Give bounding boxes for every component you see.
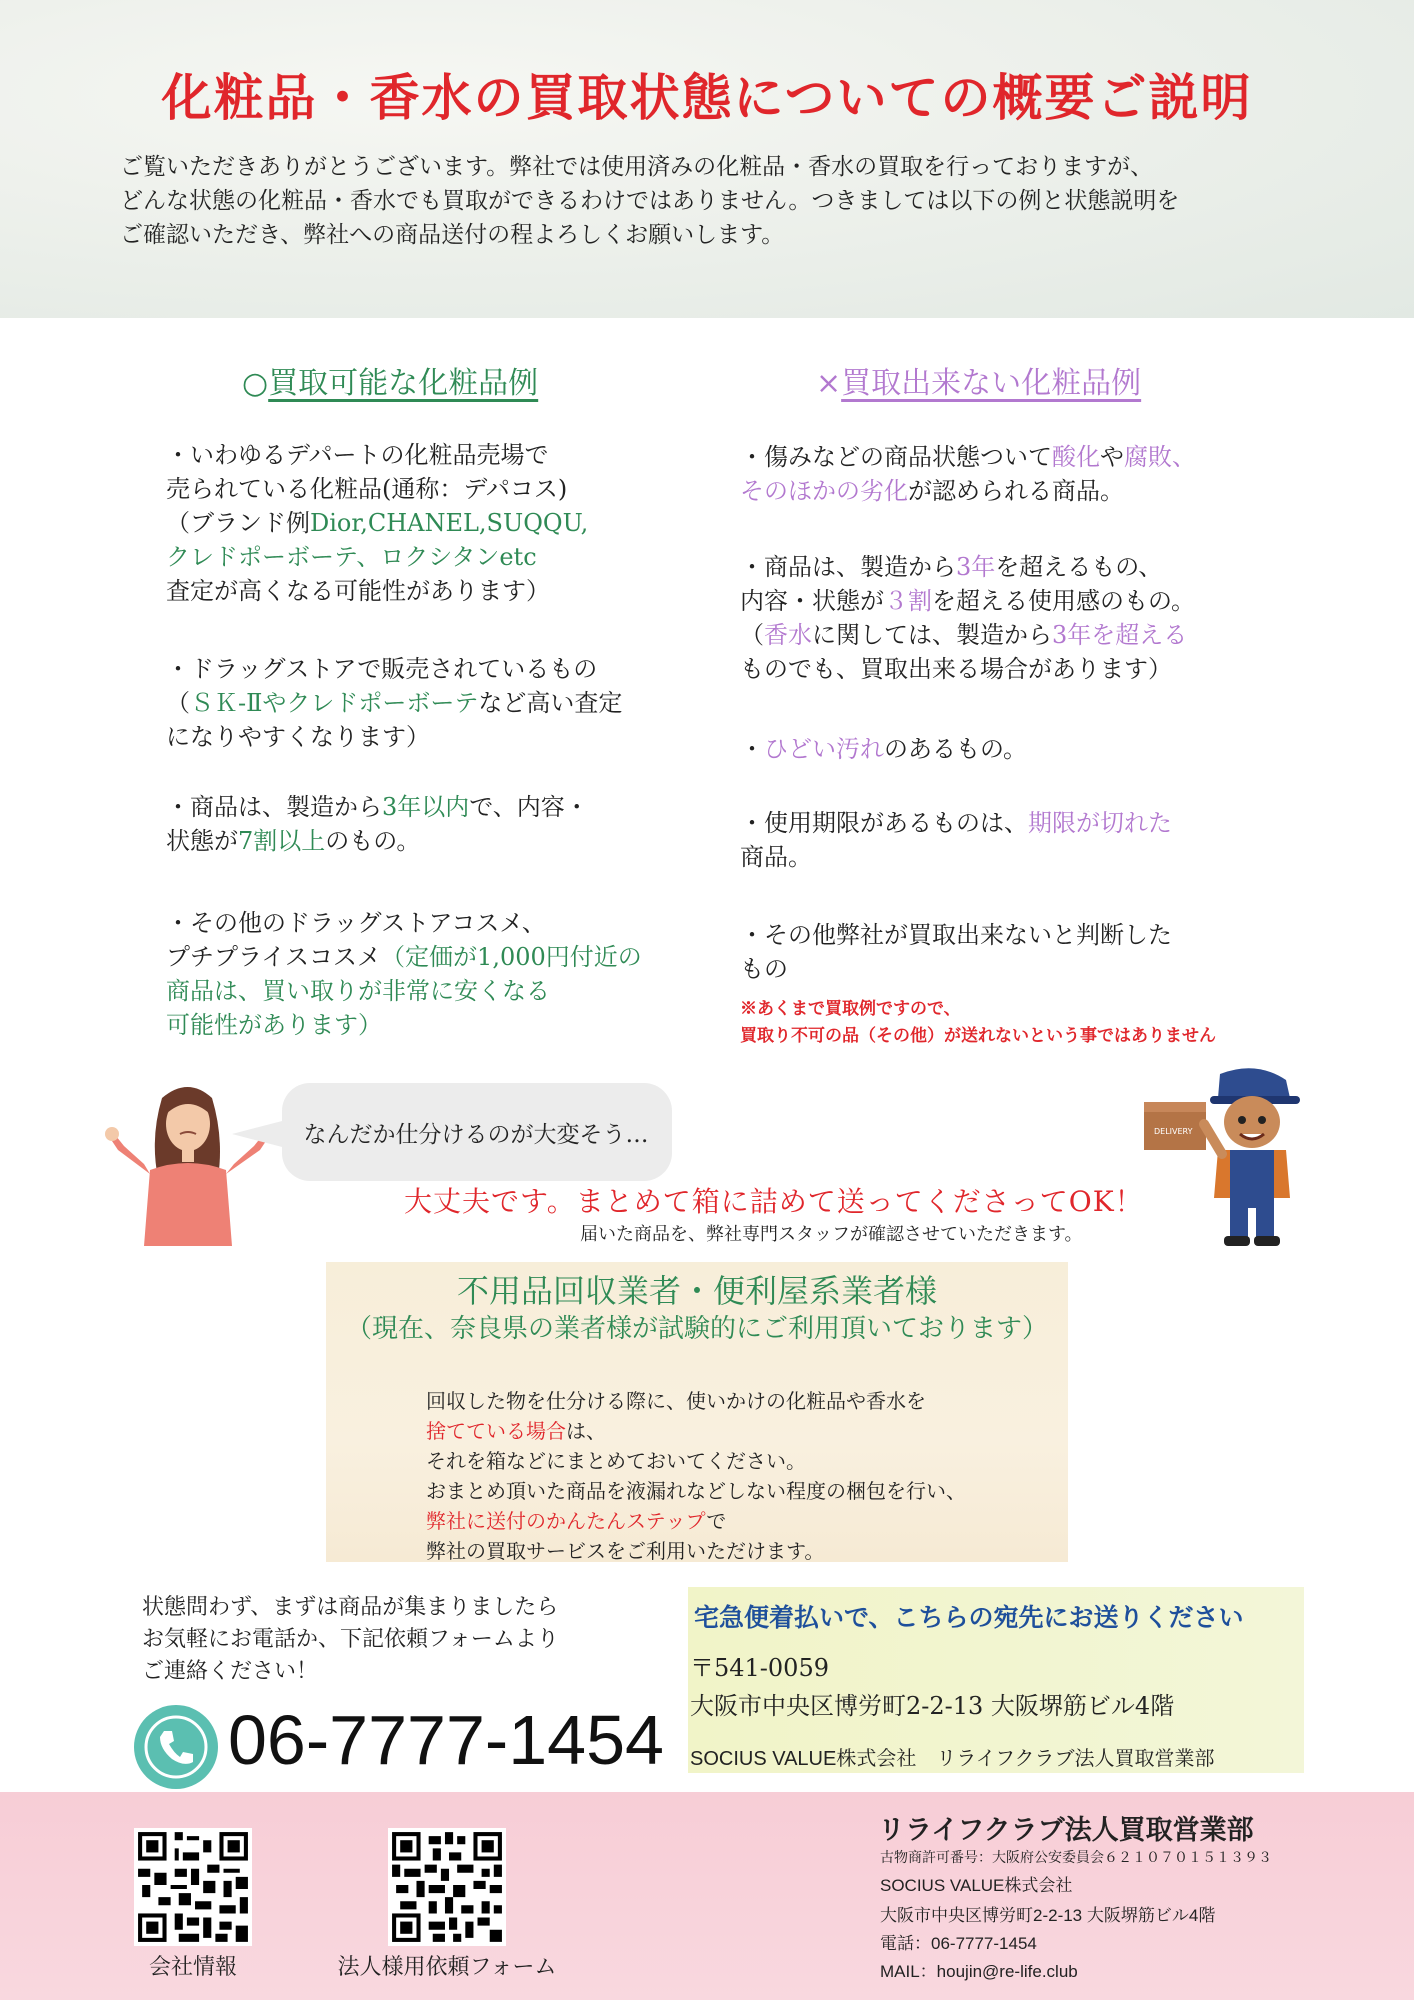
highlight-text: 3年を超える	[1052, 621, 1188, 649]
item-text: で、内容・	[469, 793, 589, 821]
item-text: ・商品は、製造から	[740, 553, 956, 581]
highlight-text: 弊社に送付のかんたんステップ	[426, 1509, 707, 1533]
item-line: 商品。	[740, 843, 812, 871]
highlight-text: 腐敗、	[1124, 443, 1196, 471]
intro-line: どんな状態の化粧品・香水でも買取ができるわけではありません。つきましては以下の例と状態説明を	[120, 188, 1180, 214]
delivery-man-illustration	[1140, 1058, 1310, 1248]
company-info-qr-label: 会社情報	[148, 1955, 237, 1980]
highlight-text: 期限が切れた	[1028, 809, 1172, 837]
note-line: ※あくまで買取例ですので、	[740, 999, 961, 1019]
item-text: や	[1100, 443, 1124, 471]
item-line: ・ドラッグストアで販売されているもの	[166, 655, 598, 683]
business-box-subtitle: （現在、奈良県の業者様が試験的にご利用頂いております）	[345, 1314, 1048, 1344]
speech-bubble-text: なんだか仕分けるのが大変そう…	[303, 1122, 649, 1148]
item-text: ・商品は、製造から	[166, 793, 382, 821]
page-title: 化粧品・香水の買取状態についての概要ご説明	[161, 68, 1253, 127]
item-line: 査定が高くなる可能性があります）	[166, 577, 550, 605]
item-line: ・その他弊社が買取出来ないと判断した	[740, 921, 1172, 949]
brand-list: Dior,CHANEL,SUQQU,	[310, 509, 589, 537]
contact-line: お気軽にお電話か、下記依頼フォームより	[142, 1627, 559, 1652]
intro-text	[120, 150, 1340, 252]
item-line: ・いわゆるデパートの化粧品売場で	[166, 441, 549, 469]
not-buyable-item-other	[740, 918, 1172, 986]
buyable-item-depacos	[166, 438, 588, 608]
item-line: 売られている化粧品(通称：デパコス)	[166, 475, 568, 503]
shipping-company: SOCIUS VALUE株式会社 リライフクラブ法人買取営業部	[690, 1748, 1215, 1770]
item-text: 内容・状態が	[740, 587, 884, 615]
brand-list: クレドポーボーテ、ロクシタンetc	[166, 543, 537, 571]
box-line: 弊社の買取サービスをご利用いただけます。	[426, 1539, 825, 1563]
buyable-item-petit	[166, 906, 642, 1042]
highlight-text: そのほかの劣化	[740, 477, 908, 505]
note-line: 買取り不可の品（その他）が送れないという事ではありません	[740, 1026, 1216, 1046]
buyable-item-condition	[166, 790, 589, 858]
item-text: （	[740, 621, 764, 649]
item-text: ・使用期限があるものは、	[740, 809, 1028, 837]
item-text: のもの。	[325, 827, 421, 855]
item-line: もの	[740, 955, 788, 983]
company-info-qr-code[interactable]	[134, 1828, 252, 1946]
intro-line: ご確認いただき、弊社への商品送付の程よろしくお願いします。	[120, 222, 785, 248]
item-text: 状態が	[166, 827, 238, 855]
highlight-text: 可能性があります）	[166, 1011, 382, 1039]
highlight-text: 商品は、買い取りが非常に安くなる	[166, 977, 550, 1005]
item-text: プチプライスコスメ	[166, 943, 382, 971]
phone-icon	[134, 1705, 218, 1789]
phone-number[interactable]: 06-7777-1454	[228, 1701, 664, 1779]
intro-line: ご覧いただきありがとうございます。弊社では使用済みの化粧品・香水の買取を行っておりますが、	[120, 154, 1154, 180]
ok-message: 大丈夫です。まとめて箱に詰めて送ってくださってOK！	[404, 1185, 1144, 1218]
box-line: それを箱などにまとめておいてください。	[426, 1449, 806, 1473]
not-buyable-item-degraded	[740, 440, 1196, 508]
highlight-text: 7割以上	[238, 827, 326, 855]
disclaimer-note	[740, 996, 1216, 1050]
highlight-text: （定価が1,000円付近の	[381, 943, 642, 971]
highlight-text: 3年以内	[382, 793, 470, 821]
shipping-title: 宅急便着払いで、こちらの宛先にお送りください	[694, 1603, 1244, 1632]
box-line: おまとめ頂いた商品を液漏れなどしない程度の梱包を行い、	[426, 1479, 966, 1503]
brand-list: ＳＫ-Ⅱやクレドポーボーテ	[190, 689, 479, 717]
request-form-qr-code[interactable]	[388, 1828, 506, 1946]
box-line: 回収した物を仕分ける際に、使いかけの化粧品や香水を	[426, 1389, 926, 1413]
speech-bubble-tail	[232, 1120, 286, 1148]
footer-address: 大阪市中央区博労町2-2-13 大阪堺筋ビル4階	[880, 1906, 1216, 1925]
contact-message	[142, 1592, 559, 1688]
box-text: は、	[566, 1419, 606, 1443]
box-text: で	[706, 1509, 727, 1533]
buyable-heading	[242, 358, 538, 402]
not-buyable-item-dirty	[740, 732, 1027, 766]
not-buyable-heading	[816, 358, 1141, 402]
item-text: のあるもの。	[884, 735, 1028, 763]
footer-company-name: リライフクラブ法人買取営業部	[878, 1815, 1254, 1845]
not-buyable-heading-text: 買取出来ない化粧品例	[841, 366, 1142, 401]
highlight-text: 香水	[764, 621, 812, 649]
cross-mark: ×	[816, 366, 842, 401]
item-text: ・	[740, 735, 764, 763]
item-line: になりやすくなります）	[166, 723, 430, 751]
item-line: ものでも、買取出来る場合があります）	[740, 655, 1172, 683]
circle-mark: ○	[242, 366, 269, 401]
business-box-body	[426, 1386, 966, 1566]
buyable-item-drugstore	[166, 652, 622, 754]
contact-line: ご連絡ください！	[142, 1659, 319, 1684]
footer-tel: 電話：06-7777-1454	[880, 1934, 1037, 1953]
footer-license: 古物商許可番号：大阪府公安委員会６２１０７０１５１３９３	[880, 1849, 1272, 1865]
highlight-text: 捨てている場合	[426, 1419, 566, 1443]
woman-illustration	[100, 1078, 280, 1248]
highlight-text: 酸化	[1052, 443, 1100, 471]
item-text: （ブランド例	[166, 509, 310, 537]
item-text: など高い査定	[478, 689, 623, 717]
item-text: が認められる商品。	[908, 477, 1124, 505]
not-buyable-item-age	[740, 550, 1195, 686]
item-text: を超えるもの、	[995, 553, 1163, 581]
box-label: DELIVERY	[1154, 1127, 1193, 1136]
shipping-address: 大阪市中央区博労町2-2-13 大阪堺筋ビル4階	[690, 1692, 1175, 1720]
request-form-qr-label: 法人様用依頼フォーム	[337, 1955, 557, 1980]
item-text: を超える使用感のもの。	[932, 587, 1196, 615]
item-text: ・傷みなどの商品状態ついて	[740, 443, 1052, 471]
buyable-heading-text: 買取可能な化粧品例	[268, 366, 539, 401]
business-box-title: 不用品回収業者・便利屋系業者様	[456, 1272, 937, 1310]
item-text: に関しては、製造から	[812, 621, 1052, 649]
contact-line: 状態問わず、まずは商品が集まりましたら	[142, 1595, 559, 1620]
highlight-text: ３割	[884, 587, 932, 615]
ok-subtext: 届いた商品を、弊社専門スタッフが確認させていただきます。	[580, 1224, 1083, 1245]
highlight-text: ひどい汚れ	[764, 735, 884, 763]
item-line: ・その他のドラッグストアコスメ、	[166, 909, 546, 937]
item-text: （	[166, 689, 190, 717]
footer-company: SOCIUS VALUE株式会社	[880, 1876, 1073, 1895]
not-buyable-item-expired	[740, 806, 1172, 874]
shipping-postal: 〒541-0059	[690, 1654, 829, 1682]
footer-mail[interactable]: MAIL：houjin@re-life.club	[880, 1962, 1078, 1981]
highlight-text: 3年	[956, 553, 996, 581]
